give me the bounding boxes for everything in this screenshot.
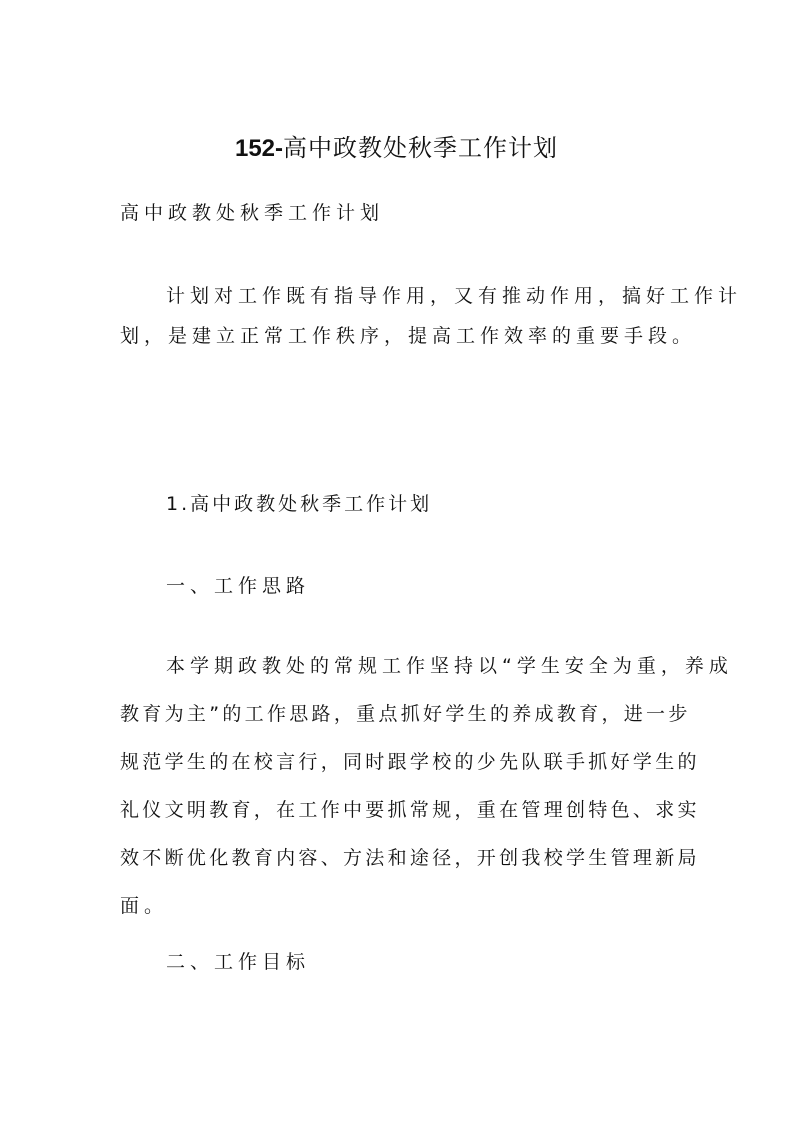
part2-heading-text: 二、工作目标 xyxy=(166,951,311,973)
title-text: 高中政教处秋季工作计划 xyxy=(283,135,559,162)
part1-heading-text: 一、工作思路 xyxy=(166,575,311,597)
part1-heading xyxy=(120,574,680,598)
paragraph-line: 教育为主”的工作思路，重点抓好学生的养成教育，进一步 xyxy=(120,703,691,725)
paragraph-line: 礼仪文明教育，在工作中要抓常规，重在管理创特色、求实 xyxy=(120,799,700,821)
paragraph-line: 计划对工作既有指导作用，又有推动作用，搞好工作计 xyxy=(166,285,743,307)
paragraph-line: 面。 xyxy=(120,895,169,917)
paragraph-line: 本学期政教处的常规工作坚持以“学生安全为重，养成 xyxy=(166,655,733,677)
section-heading-text: 1.高中政教处秋季工作计划 xyxy=(166,493,433,515)
paragraph-line: 规范学生的在校言行，同时跟学校的少先队联手抓好学生的 xyxy=(120,751,700,773)
subtitle-text: 高中政教处秋季工作计划 xyxy=(120,202,385,224)
paragraph-line: 效不断优化教育内容、方法和途径，开创我校学生管理新局 xyxy=(120,847,700,869)
part2-heading xyxy=(120,950,680,974)
intro-paragraph xyxy=(120,284,743,348)
document-title xyxy=(0,128,793,163)
paragraph-line: 划，是建立正常工作秩序，提高工作效率的重要手段。 xyxy=(120,325,697,347)
title-number: 152- xyxy=(234,135,284,162)
section-heading xyxy=(120,492,680,516)
part1-paragraph xyxy=(120,654,733,918)
subtitle xyxy=(120,201,680,225)
